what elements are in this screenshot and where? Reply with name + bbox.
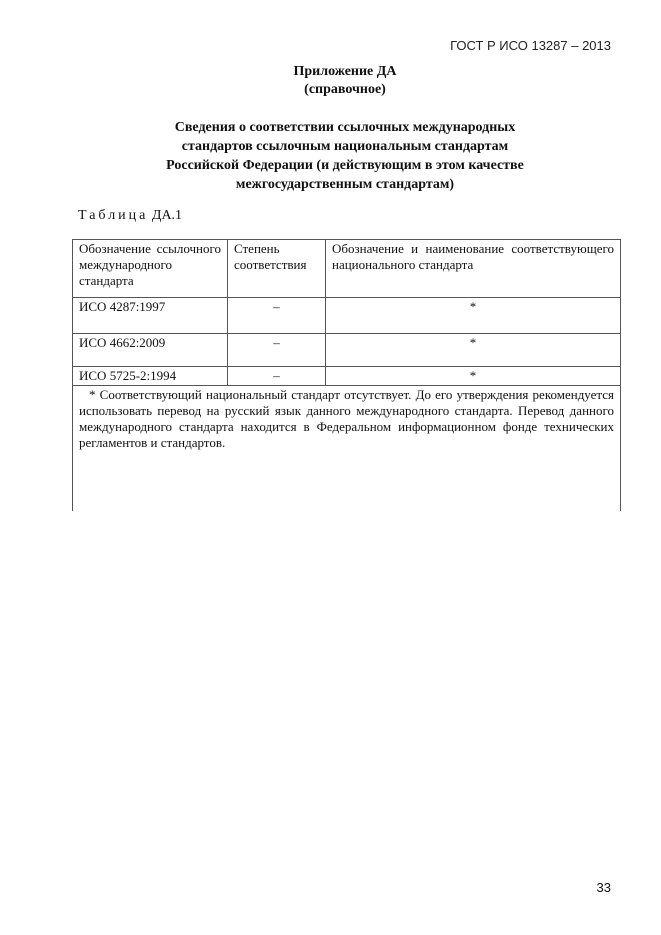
appendix-title: Приложение ДА xyxy=(293,64,397,79)
table-row xyxy=(73,298,621,334)
table-caption-word: Таблица xyxy=(78,208,149,223)
cell-ref-standard: ИСО 5725-2:1994 xyxy=(73,367,228,386)
correspondence-table xyxy=(72,239,621,511)
document-code: ГОСТ Р ИСО 13287 – 2013 xyxy=(450,38,611,53)
appendix-subtitle: (справочное) xyxy=(304,82,386,97)
table-footnote: * Соответствующий национальный стандарт отсутствует. До его утверждения рекомендуется использовать перевод на русский язык данного международного стандарта. Перевод данного международного стандарта находится в Федеральном информационном фонде технических регламентов и стандартов. xyxy=(73,386,621,512)
cell-degree: – xyxy=(228,367,326,386)
page-number: 33 xyxy=(596,880,611,895)
table-footnote-row xyxy=(73,386,621,512)
appendix-heading-line: Российской Федерации (и действующим в этом качестве xyxy=(166,158,524,173)
header-degree: Степень соответствия xyxy=(228,240,326,298)
cell-national-standard: * xyxy=(326,298,621,334)
cell-national-standard: * xyxy=(326,334,621,367)
table-caption xyxy=(78,208,182,224)
appendix-heading xyxy=(130,118,560,194)
table-row xyxy=(73,367,621,386)
cell-ref-standard: ИСО 4287:1997 xyxy=(73,298,228,334)
table-row xyxy=(73,334,621,367)
appendix-heading-line: Сведения о соответствии ссылочных международных xyxy=(174,120,516,135)
cell-ref-standard: ИСО 4662:2009 xyxy=(73,334,228,367)
cell-degree: – xyxy=(228,298,326,334)
appendix-heading-line: стандартов ссылочным национальным стандартам xyxy=(181,139,509,154)
table-header-row xyxy=(73,240,621,298)
header-national-standard: Обозначение и наименование соответствующего национального стандарта xyxy=(326,240,621,298)
cell-degree: – xyxy=(228,334,326,367)
header-ref-standard: Обозначение ссылочного международного стандарта xyxy=(73,240,228,298)
cell-national-standard: * xyxy=(326,367,621,386)
table-caption-number: ДА.1 xyxy=(151,208,183,223)
appendix-heading-line: межгосударственным стандартам) xyxy=(235,177,455,192)
